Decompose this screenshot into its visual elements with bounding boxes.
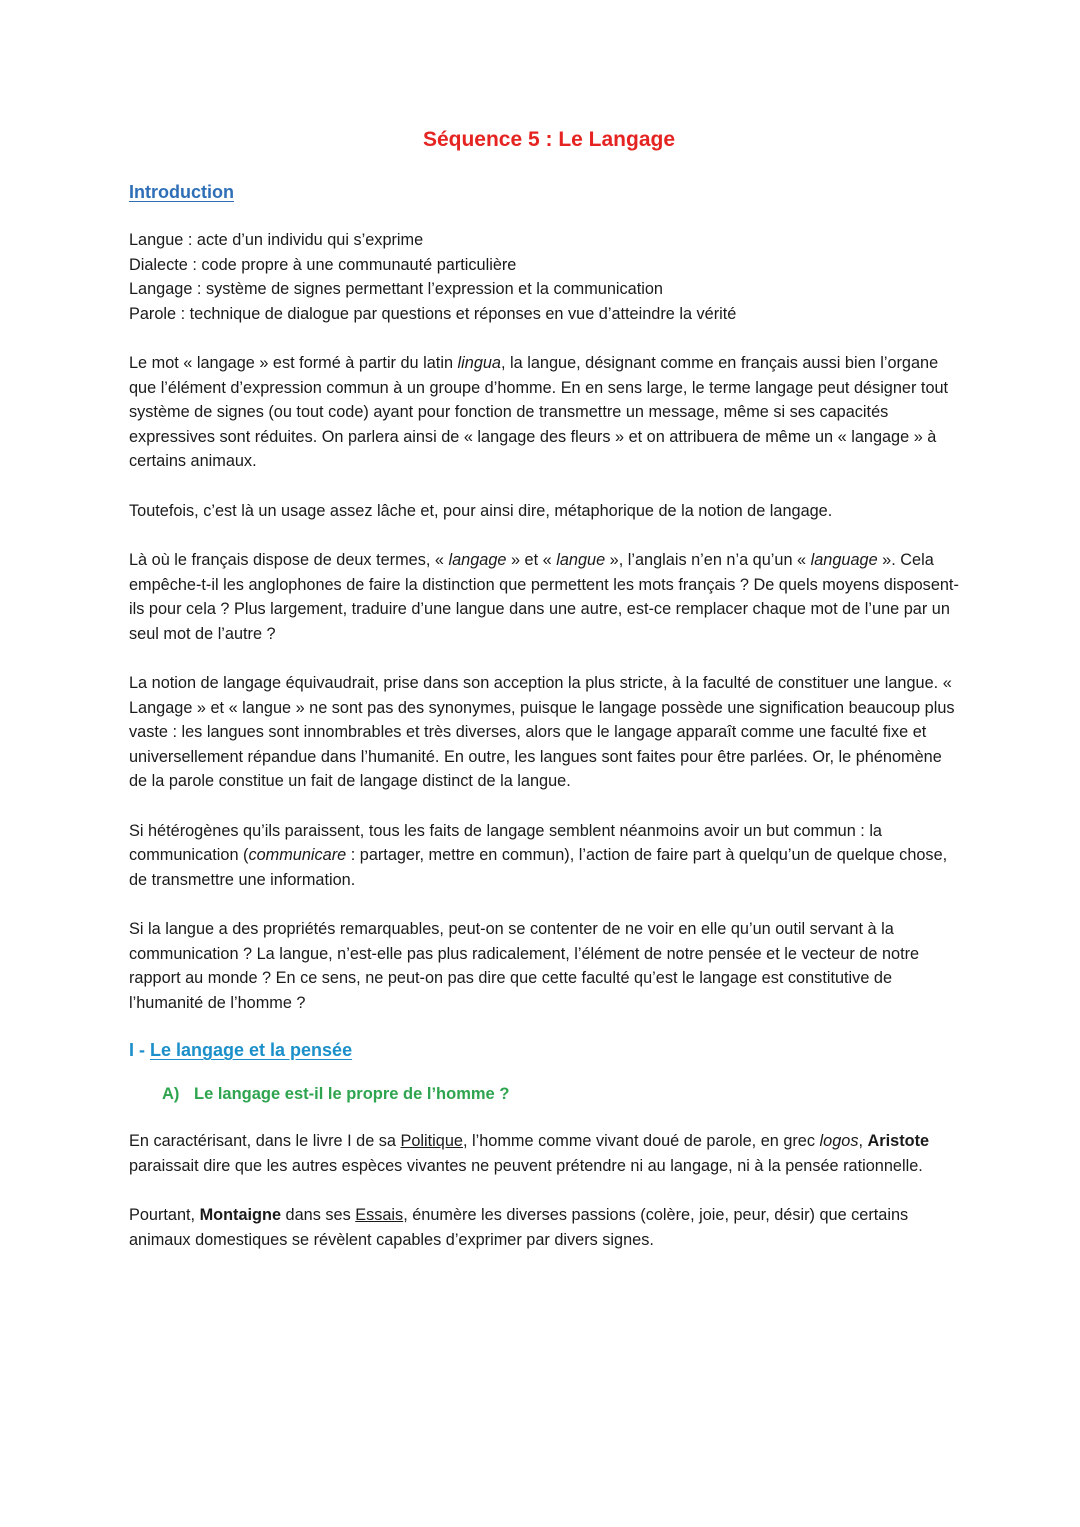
paragraph-etymology: Le mot « langage » est formé à partir du latin lingua, la langue, désignant comme en français aussi bien l’organe que l’élément d’expression commun à un groupe d’homme. En en sens large, le terme langage peut désigner tout système de signes (ou tout code) ayant pour fonction de transmettre un message, même si ses capacités expressives sont réduites. On parlera ainsi de « langage des fleurs » et on attribuera de même un « langage » à certains animaux. [129,354,949,470]
paragraph-communication: Si hétérogènes qu’ils paraissent, tous les faits de langage semblent néanmoins avoir un but commun : la communication (communicare : partager, mettre en commun), l’action de faire part à quelqu’un de quelque chose, de transmettre une information. [129,821,948,889]
paragraph-translation: Là où le français dispose de deux termes, « langage » et « langue », l’anglais n’en n’a qu’un « language ». Cela empêche-t-il les anglophones de faire la distinction que permettent les mots français ? De quels moyens disposent-ils pour cela ? Plus largement, traduire d’une langue dans une autre, est-ce remplacer chaque mot de l’une par un seul mot de l’autre ? [129,551,959,643]
paragraph-montaigne: Pourtant, Montaigne dans ses Essais, énumère les diverses passions (colère, joie, peur, désir) que certains animaux domestiques se révèlent capables d’exprimer par divers signes. [129,1206,909,1249]
definition-langage: Langage : système de signes permettant l’expression et la communication [129,280,663,298]
definition-langue: Langue : acte d’un individu qui s’exprime [129,231,424,249]
definition-parole: Parole : technique de dialogue par questions et réponses en vue d’atteindre la vérité [129,304,737,323]
document-body [129,128,959,1277]
introduction-heading: Introduction [129,182,234,202]
paragraph-aristote: En caractérisant, dans le livre I de sa Politique, l’homme comme vivant doué de parole, en grec logos, Aristote paraissait dire que les autres espèces vivantes ne peuvent prétendre ni au langage, ni à la pensée rationnelle. [129,1132,930,1175]
definitions-list [129,228,959,326]
page-title: Séquence 5 : Le Langage [422,128,676,151]
definition-dialecte: Dialecte : code propre à une communauté particulière [129,255,517,274]
paragraph-questions: Si la langue a des propriétés remarquables, peut-on se contenter de ne voir en elle qu’un outil servant à la communication ? La langue, n’est-elle pas plus radicalement, l’élément de notre pensée et le vecteur de notre rapport au monde ? En ce sens, ne peut-on pas dire que cette faculté qu’est le langage est constitutive de l’humanité de l’homme ? [129,920,920,1012]
paragraph-langage-vs-langue: La notion de langage équivaudrait, prise dans son acception la plus stricte, à la faculté de constituer une langue. « Langage » et « langue » ne sont pas des synonymes, puisque le langage possède une signification beaucoup plus vaste : les langues sont innombrables et très diverses, alors que le langage apparaît comme une faculté fixe et universellement répandue dans l’humanité. En outre, les langues sont faites pour être parlées. Or, le phénomène de la parole constitue un fait de langage distinct de la langue. [129,674,955,790]
paragraph-metaphoric-usage: Toutefois, c’est là un usage assez lâche et, pour ainsi dire, métaphorique de la notion de langage. [129,501,833,520]
subsection-heading-a: A) Le langage est-il le propre de l’homme ? [162,1085,510,1103]
section-heading-1: I - Le langage et la pensée [129,1040,353,1060]
